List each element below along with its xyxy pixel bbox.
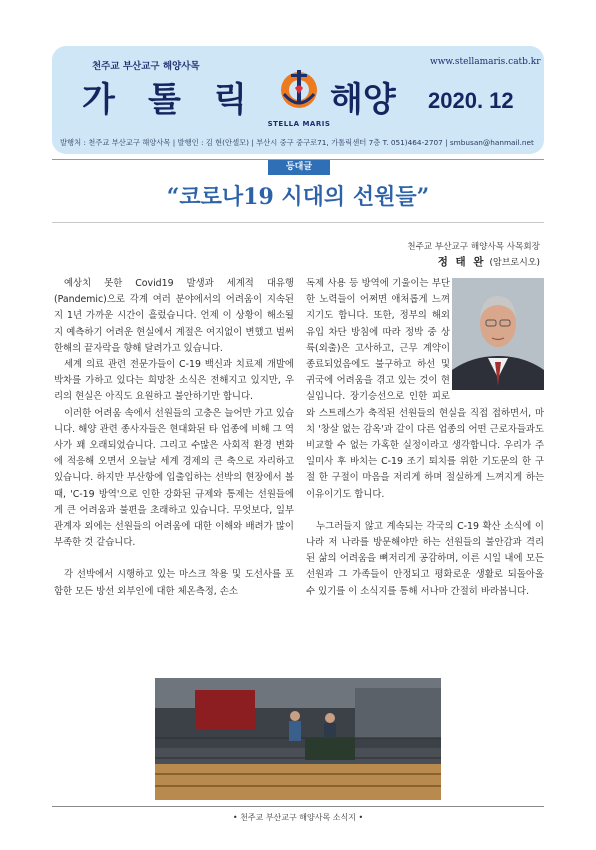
article-paragraph: 예상치 못한 Covid19 발생과 세계적 대유행(Pandemic)으로 각계 여러 분야에서의 어려움이 지속된 지 1년 가까운 시간이 흘렀습니다. 언제 이 상황이 해소될지 예측하기 어려운 현실에서 계절은 여지없이 변했고 벌써 한해의 끝자락을 향해 달려가고 있습니다. (54, 278, 294, 354)
title-char-1: 가 (82, 80, 115, 120)
author-name: 정 태 완 (437, 256, 486, 268)
photo-spacer (450, 276, 544, 394)
article-paragraph: 세계 의료 관련 전문가들이 C-19 백신과 치료제 개발에 박차를 가하고 있다는 희망찬 소식은 전해지고 있지만, 우리의 현실은 아직도 요원하고 불안하기만 합니다. (54, 359, 294, 403)
article-column-left (54, 276, 294, 600)
author-byline (438, 254, 540, 269)
title-char-2: 톨 (148, 80, 181, 120)
publisher-org: 천주교 부산교구 해양사목 (92, 61, 200, 72)
category-tag: 등대글 (268, 160, 330, 175)
author-baptismal-name: (암브로시오) (489, 258, 540, 268)
issue-date: 2020. 12 (428, 88, 514, 113)
article-paragraph: 독제 사용 등 방역에 기울이는 부단한 노력들이 어쩌면 애처롭게 느껴지기도 합니다. 또한, 정부의 해외유입 차단 방침에 따라 정박 중 상륙(외출)은 고사하고, 근무 계약이 종료되었음에도 불구하고 하선 및 귀국에 어려움을 겪고 있는 것이 현실입니다. 장기승선으로 인한 피로와 스트레스가 축적된 선원들의 현실을 직접 접하면서, 마치 '창살 없는 감옥'과 같이 다른 업종의 어떤 근로자들과도 비교할 수 없는 가혹한 실정이라고 생각합니다. 우리가 주일미사 후 바치는 C-19 조기 퇴치를 위한 기도문의 한 구절 한 구절이 마음을 저리게 하며 절실하게 느껴지게 하는 이유이기도 합니다. (306, 278, 544, 500)
lifebuoy-anchor-logo-icon (276, 66, 322, 112)
article-headline: “코로나19 시대의 선원들” (166, 184, 430, 210)
title-char-4: 해양 (330, 80, 396, 120)
footer-caption: • 천주교 부산교구 해양사목 소식지 • (232, 813, 364, 822)
publication-info: 발행처 : 천주교 부산교구 해양사목 | 발행인 : 김 현(안셀모) | 부산시 중구 중구로71, 가톨릭센터 7층 T. 051)464-2707 | smbusan@hanmail.net (60, 138, 534, 147)
article-paragraph: 누그러들지 않고 계속되는 각국의 C-19 확산 소식에 이 나라 저 나라를 방문해야만 하는 선원들의 불안감과 격리된 삶의 어려움을 뼈저리게 공감하며, 이른 시일 내에 모든 선원과 그 가족들이 안정되고 평화로운 생활로 되돌아올 수 있기를 이 소식지를 통해 서나마 간절히 바라봅니다. (306, 520, 544, 597)
title-char-3: 릭 (214, 80, 247, 120)
ship-deck-photo (155, 678, 441, 800)
divider (52, 222, 544, 223)
article-paragraph: 각 선박에서 시행하고 있는 마스크 착용 및 도선사를 포함한 모든 방선 외부인에 대한 체온측정, 손소 (54, 569, 294, 597)
logo-caption: STELLA MARIS (267, 120, 331, 128)
article-column-right (306, 276, 544, 600)
article-paragraph: 이러한 어려움 속에서 선원들의 고충은 늘어만 가고 있습니다. 해양 관련 종사자들은 현대화된 타 업종에 비해 그 역사가 꽤 오래되었습니다. 그리고 수많은 사회적 환경 변화에 적응해 오면서 오늘날 세계 경제의 큰 축으로 자리하고 있습니다. 하지만 부산항에 입출입하는 선박의 현장에서 볼 때, 'C-19 방역'으로 인한 강화된 규제와 통제는 선원들에게 큰 어려움과 불편을 초래하고 있습니다. 무엇보다, 일부 관계자 외에는 선원들의 어려움에 대한 이해와 배려가 많이 부족한 것 같습니다. (54, 407, 294, 549)
website-url[interactable]: www.stellamaris.catb.kr (430, 57, 541, 67)
divider (52, 806, 544, 807)
author-title: 천주교 부산교구 해양사목 사목회장 (407, 242, 540, 252)
